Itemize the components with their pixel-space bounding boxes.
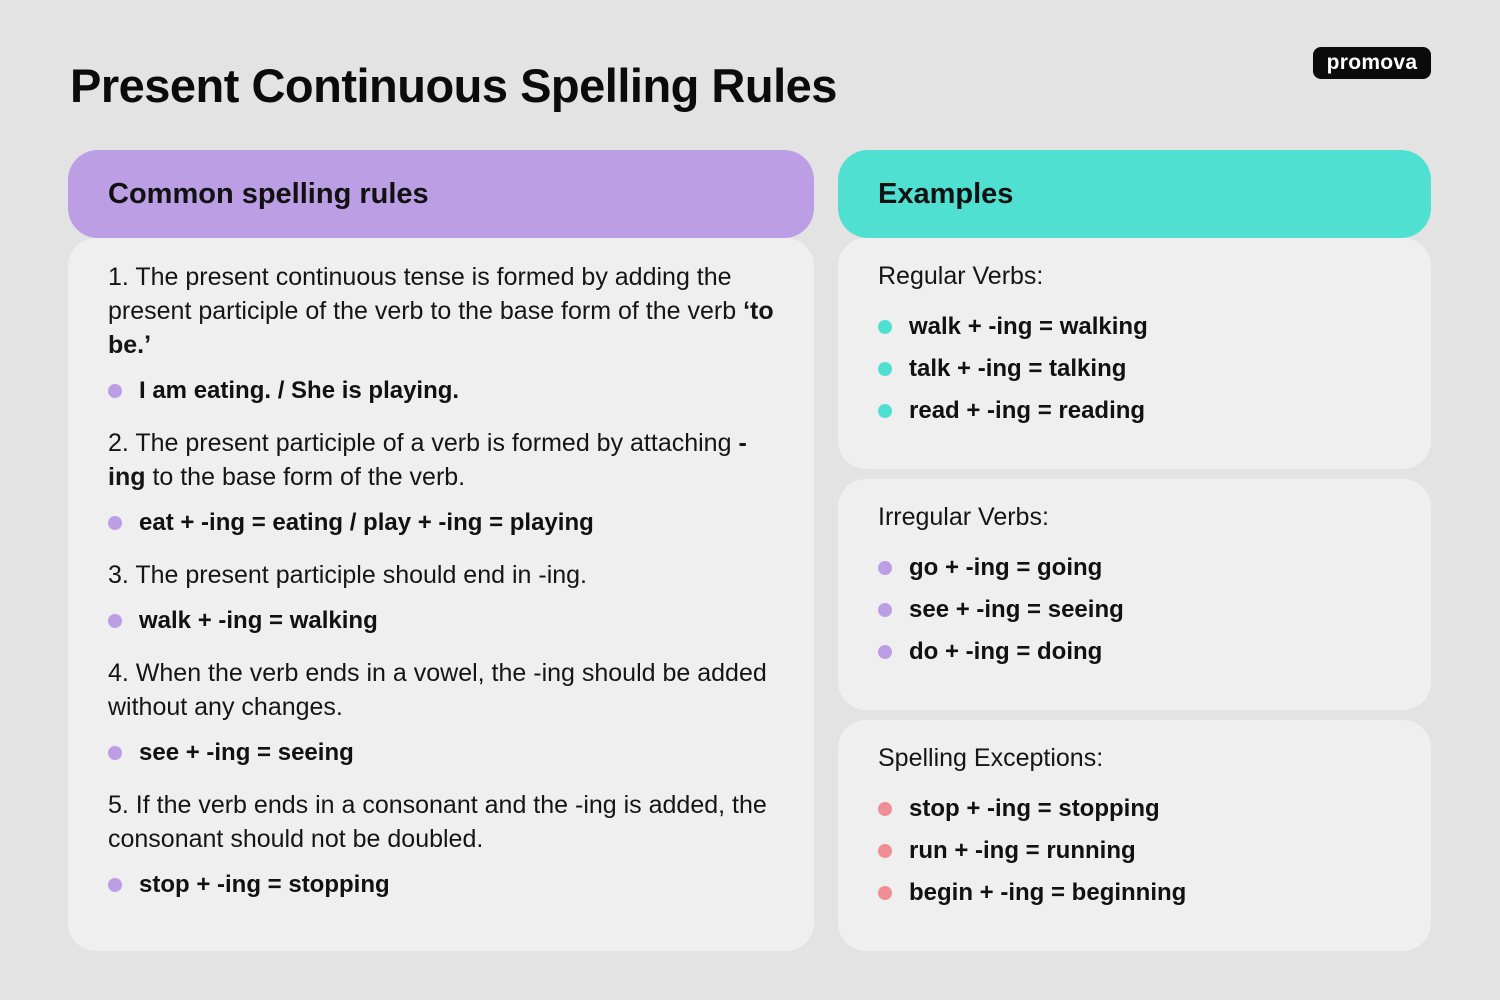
- rule-1-example: [108, 376, 774, 406]
- irregular-verbs-list: [878, 553, 1124, 679]
- list-item-text: do + -ing = doing: [909, 638, 1103, 665]
- list-item-text: walk + -ing = walking: [909, 313, 1148, 340]
- list-item: [878, 794, 1186, 824]
- promova-logo: promova: [1313, 47, 1431, 79]
- rule-3-example: [108, 606, 774, 636]
- list-item-text: stop + -ing = stopping: [909, 795, 1160, 822]
- regular-verbs-list: [878, 312, 1148, 438]
- list-item-text: begin + -ing = beginning: [909, 879, 1187, 906]
- bullet-dot-icon: [878, 886, 892, 900]
- rule-2-bold: -ing: [108, 429, 747, 491]
- rules-panel-header: Common spelling rules: [68, 150, 814, 238]
- bullet-dot-icon: [878, 320, 892, 334]
- list-item: [878, 637, 1124, 667]
- examples-panel-header: Examples: [838, 150, 1431, 238]
- spelling-exceptions-title: Spelling Exceptions:: [878, 744, 1104, 772]
- rule-2-body-end: to the base form of the verb.: [145, 463, 466, 491]
- list-item-text: see + -ing = seeing: [909, 596, 1124, 623]
- bullet-dot-icon: [878, 603, 892, 617]
- rule-4-example-text: see + -ing = seeing: [139, 739, 354, 766]
- bullet-dot-icon: [878, 645, 892, 659]
- bullet-dot-icon: [108, 516, 122, 530]
- list-item: [878, 396, 1148, 426]
- rule-1-example-text: I am eating. / She is playing.: [139, 377, 460, 404]
- list-item: [878, 553, 1124, 583]
- list-item: [878, 836, 1186, 866]
- regular-verbs-title: Regular Verbs:: [878, 262, 1044, 290]
- spelling-exceptions-card: [838, 720, 1431, 951]
- irregular-verbs-card: [838, 479, 1431, 710]
- bullet-dot-icon: [108, 614, 122, 628]
- bullet-dot-icon: [108, 878, 122, 892]
- list-item-text: go + -ing = going: [909, 554, 1103, 581]
- rule-4-text: 4. When the verb ends in a vowel, the -ing should be added without any changes.: [108, 659, 767, 721]
- rule-1-bold: ‘to be.’: [108, 297, 774, 359]
- bullet-dot-icon: [108, 384, 122, 398]
- list-item: [878, 878, 1186, 908]
- rule-2-text: [108, 426, 774, 494]
- list-item: [878, 595, 1124, 625]
- rule-1-body: 1. The present continuous tense is formed by adding the present participle of the verb to the base form of the verb: [108, 263, 744, 325]
- rule-5-example-text: stop + -ing = stopping: [139, 871, 390, 898]
- bullet-dot-icon: [108, 746, 122, 760]
- rule-4-example: [108, 738, 774, 768]
- bullet-dot-icon: [878, 802, 892, 816]
- rule-2-body: 2. The present participle of a verb is formed by attaching: [108, 429, 739, 457]
- list-item-text: run + -ing = running: [909, 837, 1136, 864]
- rules-card: [68, 238, 814, 951]
- bullet-dot-icon: [878, 362, 892, 376]
- list-item-text: talk + -ing = talking: [909, 355, 1127, 382]
- rule-5-example: [108, 870, 774, 900]
- list-item: [878, 354, 1148, 384]
- bullet-dot-icon: [878, 844, 892, 858]
- rule-3-example-text: walk + -ing = walking: [139, 607, 378, 634]
- page-title: Present Continuous Spelling Rules: [70, 59, 837, 112]
- regular-verbs-card: [838, 238, 1431, 469]
- list-item-text: read + -ing = reading: [909, 397, 1146, 424]
- rule-2-example: [108, 508, 774, 538]
- rule-1-text: [108, 260, 774, 362]
- rule-5-text: 5. If the verb ends in a consonant and the -ing is added, the consonant should not be doubled.: [108, 791, 767, 853]
- bullet-dot-icon: [878, 561, 892, 575]
- rule-2-example-text: eat + -ing = eating / play + -ing = playing: [139, 509, 594, 536]
- spelling-exceptions-list: [878, 794, 1186, 920]
- list-item: [878, 312, 1148, 342]
- rule-3-text: 3. The present participle should end in -ing.: [108, 561, 588, 589]
- bullet-dot-icon: [878, 404, 892, 418]
- irregular-verbs-title: Irregular Verbs:: [878, 503, 1049, 531]
